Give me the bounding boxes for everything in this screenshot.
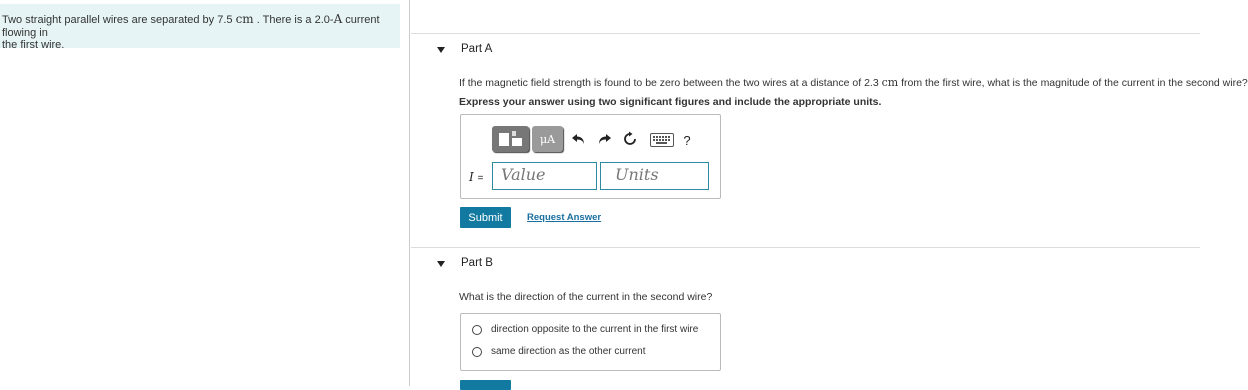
part-b-submit-button[interactable] — [460, 380, 511, 390]
equation-label — [469, 170, 483, 184]
parts-panel — [411, 0, 1248, 386]
undo-icon — [571, 132, 587, 146]
keyboard-icon — [651, 134, 673, 146]
part-b-label: Part B — [461, 257, 493, 269]
units-button[interactable] — [532, 126, 563, 152]
keyboard-button[interactable] — [650, 133, 674, 147]
problem-text-2: . There is a 2.0- — [253, 14, 334, 26]
templates-button[interactable] — [492, 126, 529, 152]
request-answer-link[interactable]: Request Answer — [527, 212, 602, 223]
units-input[interactable]: Units — [600, 162, 709, 190]
help-button[interactable] — [680, 127, 694, 153]
part-a-question-text-1: If the magnetic field strength is found to be zero between the two wires at a distance of 2.3 — [459, 77, 882, 89]
problem-text-line-2: the first wire. — [2, 39, 65, 51]
part-a-question-text-2: from the first wire, what is the magnitude of the current in the second wire? — [898, 77, 1248, 89]
answer-input-box — [460, 114, 721, 199]
part-b-header[interactable] — [411, 247, 1200, 284]
units-icon: μA — [539, 132, 556, 146]
part-a-header[interactable] — [411, 33, 1200, 70]
redo-button[interactable] — [594, 128, 614, 150]
collapse-arrow-icon[interactable] — [437, 261, 445, 267]
equals-sign: = — [477, 173, 484, 184]
part-a-instructions: Express your answer using two significant figures and include the appropriate units. — [459, 96, 882, 108]
radio-button[interactable] — [472, 325, 482, 335]
part-b-question: What is the direction of the current in the second wire? — [459, 291, 713, 303]
part-a-question-unit: cm — [881, 76, 899, 89]
undo-button[interactable] — [569, 128, 589, 150]
part-a-label: Part A — [461, 43, 493, 55]
choices-box — [460, 313, 721, 371]
problem-unit-amp: A — [333, 12, 343, 26]
choice-option-2[interactable] — [472, 346, 646, 357]
problem-unit-cm: cm — [235, 12, 254, 26]
help-icon: ? — [683, 132, 691, 148]
variable-symbol: I — [469, 170, 474, 184]
radio-button[interactable] — [472, 347, 482, 357]
problem-panel — [0, 0, 410, 386]
reset-button[interactable] — [620, 128, 640, 150]
choice-label: direction opposite to the current in the first wire — [491, 324, 699, 335]
problem-text-3: current flowing in — [2, 14, 380, 39]
templates-icon — [497, 130, 525, 148]
collapse-arrow-icon[interactable] — [437, 47, 445, 53]
part-a-question — [459, 76, 1248, 89]
redo-icon — [596, 132, 612, 146]
problem-statement — [0, 4, 400, 51]
submit-button[interactable]: Submit — [460, 207, 511, 228]
value-input[interactable]: Value — [492, 162, 597, 190]
problem-text-1: Two straight parallel wires are separated by 7.5 — [2, 14, 236, 26]
choice-label: same direction as the other current — [491, 346, 646, 357]
choice-option-1[interactable] — [472, 324, 698, 335]
reset-icon — [622, 131, 638, 147]
